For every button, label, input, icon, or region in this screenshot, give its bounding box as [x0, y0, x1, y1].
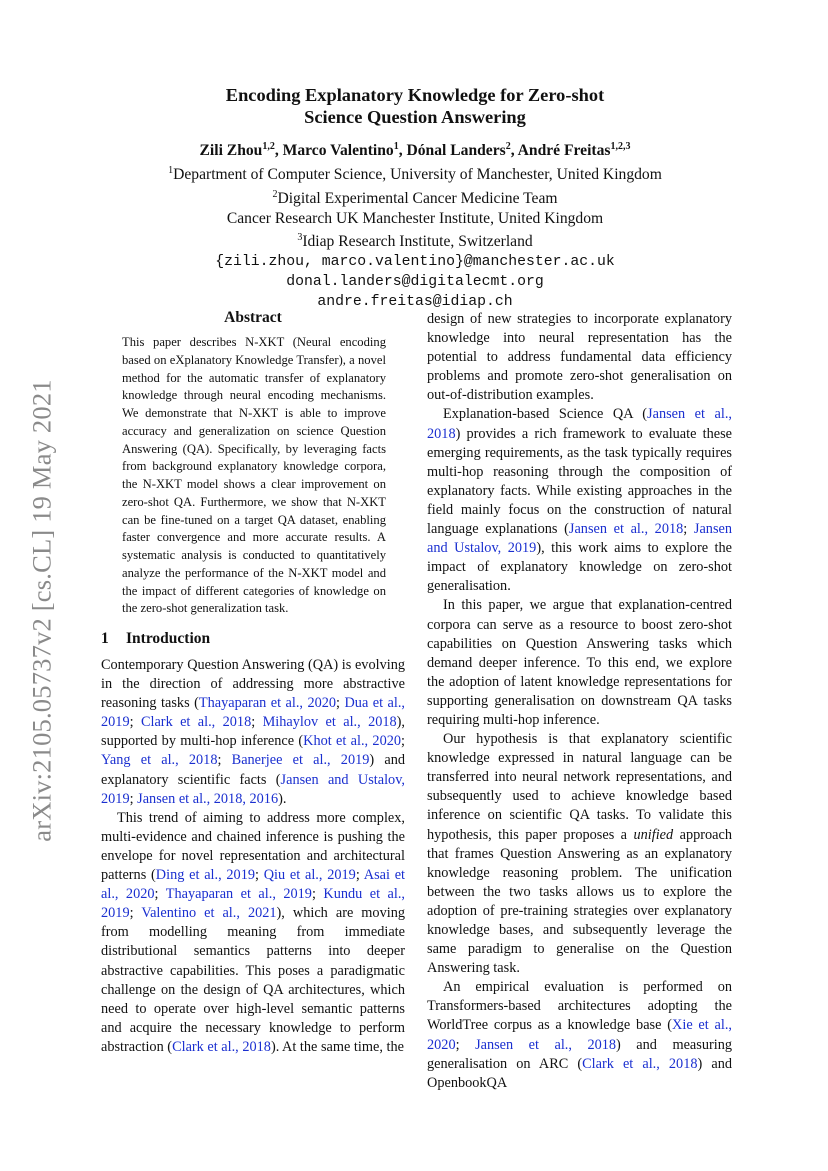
- arxiv-identifier: arXiv:2105.05737v2 [cs.CL] 19 May 2021: [26, 378, 57, 842]
- title-line-1: Encoding Explanatory Knowledge for Zero-shot: [225, 85, 605, 105]
- paper-title: [100, 84, 730, 128]
- author-affil-sup: 1,2: [262, 141, 275, 152]
- citation-link[interactable]: Thayaparan et al., 2019: [165, 886, 312, 903]
- citation-link[interactable]: Jansen et al., 2018: [568, 521, 684, 538]
- section-heading: [101, 629, 405, 649]
- citation-link[interactable]: Jansen et al., 2018: [427, 406, 732, 442]
- affiliation: Cancer Research UK Manchester Institute, United Kingdom: [226, 209, 604, 227]
- paragraph: This trend of aiming to address more complex, multi-evidence and chained inference is pushing the envelope for novel representation and architectural patterns (Ding et al., 2019; Qiu et al., 2019; Asai et al., 2020; Thayaparan et al., 2019; Kundu et al., 2019; Valentino et al., 2021), which are moving from modelling meaning from immediate distributional semantics patterns into deeper abstractive capabilities. This poses a paradigmatic challenge on the design of QA architectures, which need to operate over high-level semantic patterns and acquire the necessary knowledge to perform abstraction (Clark et al., 2018). At the same time, the: [101, 809, 406, 1055]
- abstract-text: This paper describes N-XKT (Neural encoding based on eXplanatory Knowledge Transfer), a novel method for the automatic transfer of explanatory knowledge through neural encoding mechanisms. We demonstrate that N-XKT is able to improve accuracy and generalization on science Question Answering (QA). Specifically, by leveraging facts from background explanatory knowledge corpora, the N-XKT model shows a clear improvement on zero-shot QA. Furthermore, we show that N-XKT can be fine-tuned on a target QA dataset, enabling faster convergence and more accurate results. A systematic analysis is conducted to quantitatively analyze the performance of the N-XKT model and the impact of different categories of knowledge on the zero-shot generalization task.: [122, 335, 386, 616]
- citation-link[interactable]: Jansen and Ustalov, 2019: [427, 521, 733, 557]
- author-name: Dónal Landers: [406, 142, 506, 160]
- citation-link[interactable]: Yang et al., 2018: [101, 752, 218, 769]
- citation-link[interactable]: Clark et al., 2018: [172, 1038, 271, 1055]
- citation-link[interactable]: Dua et al., 2019: [101, 695, 405, 731]
- citation-link[interactable]: Khot et al., 2020: [303, 733, 402, 750]
- author-affil-sup: 1: [393, 141, 399, 152]
- paper-header: [100, 84, 730, 312]
- email-address: andre.freitas@idiap.ch: [317, 293, 513, 310]
- citation-link[interactable]: Qiu et al., 2019: [263, 867, 356, 884]
- citation-link[interactable]: Ding et al., 2019: [155, 867, 255, 884]
- title-line-2: Science Question Answering: [304, 107, 526, 127]
- right-column: [427, 310, 732, 1093]
- section-title: Introduction: [126, 630, 211, 647]
- section-number: 1: [101, 630, 109, 647]
- citation-link[interactable]: Asai et al., 2020: [101, 867, 406, 903]
- author-list: Zili Zhou$^{1,2}$, Marco Valentino$^1$, Dónal Landers$^2$, André Freitas$^{1,2,3}$: [199, 141, 631, 160]
- citation-link[interactable]: Valentino et al., 2021: [141, 905, 277, 922]
- emphasis: unified: [633, 826, 674, 843]
- paragraph: In this paper, we argue that explanation-centred corpora can serve as a resource to boost zero-shot capabilities on Question Answering tasks which demand deeper inference. To this end, we explore the adoption of latent knowledge representations for supporting generalisation on downstream QA tasks requiring multi-hop inference.: [427, 597, 732, 728]
- citation-link[interactable]: Kundu et al., 2019: [101, 886, 406, 922]
- author-name: Marco Valentino: [282, 142, 394, 160]
- left-column: [101, 308, 405, 1057]
- paragraph: An empirical evaluation is performed on Transformers-based architectures adopting the WorldTree corpus as a knowledge base (Xie et al., 2020; Jansen et al., 2018) and measuring generalisation on ARC (Clark et al., 2018) and OpenbookQA: [427, 979, 733, 1091]
- affiliation: $^2$Digital Experimental Cancer Medicine Team: [272, 188, 558, 208]
- citation-link[interactable]: Thayaparan et al., 2020: [198, 695, 337, 712]
- author-affil-sup: 2: [505, 141, 511, 152]
- arxiv-side-stamp: [22, 360, 62, 860]
- citation-link[interactable]: Banerjee et al., 2019: [231, 752, 370, 769]
- citation-link[interactable]: Jansen et al., 2018, 2016: [137, 790, 279, 807]
- paragraph: Explanation-based Science QA (Jansen et al., 2018) provides a rich framework to evaluate these emerging requirements, as the task typically requires multi-hop reasoning through the composition of explanatory facts. While existing approaches in the field mainly focus on the construction of natural language explanations (Jansen et al., 2018; Jansen and Ustalov, 2019), this work aims to explore the impact of explanatory knowledge on zero-shot generalisation.: [427, 406, 733, 595]
- author-affil-sup: 1,2,3: [610, 141, 631, 152]
- citation-link[interactable]: Jansen et al., 2018: [475, 1036, 617, 1053]
- author-name: André Freitas: [517, 142, 611, 160]
- paragraph: design of new strategies to incorporate explanatory knowledge into neural representation has the potential to address fundamental data efficiency problems and promote zero-shot generalisation on out-of-distribution examples.: [427, 311, 732, 404]
- author-name: Zili Zhou: [199, 142, 263, 160]
- email-address: {zili.zhou, marco.valentino}@manchester.ac.uk: [215, 253, 615, 270]
- citation-link[interactable]: Mihaylov et al., 2018: [262, 714, 397, 731]
- citation-link[interactable]: Jansen and Ustalov, 2019: [101, 771, 406, 807]
- citation-link[interactable]: Clark et al., 2018: [582, 1055, 698, 1072]
- affiliation: $^1$Department of Computer Science, University of Manchester, United Kingdom: [168, 165, 662, 184]
- citation-link[interactable]: Xie et al., 2020: [427, 1017, 733, 1053]
- paragraph: Our hypothesis is that explanatory scientific knowledge expressed in natural language can be transferred into neural network representations, and subsequently used to achieve knowledge based inference on scientific QA tasks. To validate this hypothesis, this paper proposes a unified approach that frames Question Answering as an explanatory knowledge reasoning problem. The unification between the two tasks allows us to explore the adoption of pre-training strategies over explanatory knowledge bases, and subsequently leverage the same paradigm to generalise on the Question Answering task.: [427, 731, 733, 977]
- abstract-heading: Abstract: [224, 309, 282, 326]
- email-address: donal.landers@digitalecmt.org: [286, 273, 544, 290]
- affiliation: $^3$Idiap Research Institute, Switzerland: [297, 232, 533, 251]
- paragraph: Contemporary Question Answering (QA) is evolving in the direction of addressing more abstractive reasoning tasks (Thayaparan et al., 2020; Dua et al., 2019; Clark et al., 2018; Mihaylov et al., 2018), supported by multi-hop inference (Khot et al., 2020; Yang et al., 2018; Banerjee et al., 2019) and explanatory scientific facts (Jansen and Ustalov, 2019; Jansen et al., 2018, 2016).: [101, 657, 406, 807]
- citation-link[interactable]: Clark et al., 2018: [140, 714, 252, 731]
